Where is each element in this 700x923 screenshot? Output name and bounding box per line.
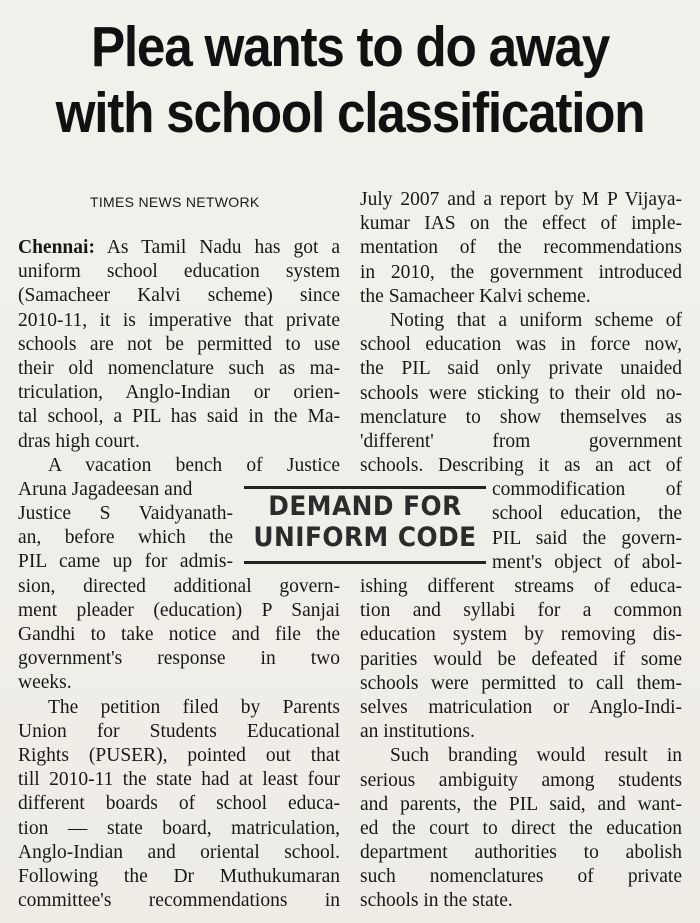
body-line: PIL said the govern- [492, 527, 682, 549]
body-line: such nomenclatures of private [360, 866, 682, 888]
body-line: schools in the state. [360, 890, 513, 912]
body-line: Chennai: As Tamil Nadu has got a [18, 237, 340, 258]
pull-quote-line-1: DEMAND FOR [268, 491, 462, 522]
body-line: an, before which the [18, 527, 233, 549]
body-line: Justice S Vaidyanath- [18, 503, 233, 525]
body-line: (Samacheer Kalvi scheme) since [18, 285, 340, 307]
body-line: education system by removing dis- [360, 624, 682, 646]
body-line: tion — state board, matriculation, [18, 817, 340, 839]
body-line: 'different' from government [360, 430, 682, 452]
body-line: mentation of the recommendations [360, 237, 682, 259]
pull-quote [240, 478, 490, 568]
body-line: in 2010, the government introduced [360, 261, 682, 283]
body-line: triculation, Anglo-Indian or orien- [18, 382, 340, 404]
pull-quote-bottom-rule [244, 561, 486, 564]
body-line: an institutions. [360, 721, 475, 743]
body-line: committee's recommendations in [18, 890, 340, 912]
dateline: Chennai: [18, 237, 95, 258]
article-column-left [18, 236, 340, 913]
body-line: weeks. [18, 672, 72, 694]
headline-line-2: with school classification [55, 81, 645, 145]
body-line: 2010-11, it is imperative that private [18, 309, 340, 331]
body-line: ment pleader (education) P Sanjai [18, 599, 340, 621]
body-line: till 2010-11 the state had at least four [18, 769, 340, 791]
pull-quote-top-rule [244, 486, 486, 489]
body-line: department authorities to abolish [360, 842, 682, 864]
body-line: sion, directed additional govern- [18, 575, 340, 597]
body-line: different boards of school educa- [18, 793, 340, 815]
body-line: tal school, a PIL has said in the Ma- [18, 406, 340, 428]
body-line: Aruna Jagadeesan and [18, 478, 193, 500]
body-line: commodification of [492, 479, 682, 501]
body-line: the Samacheer Kalvi scheme. [360, 285, 591, 307]
body-line: and parents, the PIL said, and want- [360, 793, 682, 815]
body-line: ed the court to direct the education [360, 817, 682, 839]
body-line: Following the Dr Muthukumaran [18, 865, 340, 887]
body-line: Rights (PUSER), pointed out that [18, 744, 340, 766]
body-line: schools are not be permitted to use [18, 333, 340, 355]
body-line: their old nomenclature such as ma- [18, 357, 340, 379]
body-line: government's response in two [18, 648, 340, 670]
body-line: PIL came up for admis- [18, 551, 233, 573]
body-line: Gandhi to take notice and file the [18, 624, 340, 645]
headline-line-1: Plea wants to do away [90, 15, 610, 79]
body-line: Anglo-Indian and oriental school. [18, 841, 340, 863]
body-line: tion and syllabi for a common [360, 600, 682, 622]
body-line: A vacation bench of Justice [48, 454, 340, 476]
body-line: school education, the [492, 503, 682, 525]
body-line: ishing different streams of educa- [360, 576, 682, 597]
body-line: The petition filed by Parents [48, 696, 340, 718]
body-line: selves matriculation or Anglo-Indi- [360, 696, 682, 718]
body-line: menclature to show themselves as [360, 406, 682, 428]
body-line: parities would be defeated if some [360, 648, 682, 670]
body-line: the PIL said only private unaided [360, 358, 682, 380]
body-line: Such branding would result in [390, 745, 682, 767]
body-line: dras high court. [18, 430, 140, 452]
body-line: Noting that a uniform scheme of [390, 309, 682, 331]
body-line: school education was in force now, [360, 334, 682, 356]
body-line: schools were sticking to their old no- [360, 382, 682, 404]
body-line: ment's object of abol- [492, 551, 682, 573]
body-line: schools. Describing it as an act of [360, 455, 682, 477]
body-line: Union for Students Educational [18, 720, 340, 742]
pull-quote-line-2: UNIFORM CODE [253, 522, 477, 553]
body-line: kumar IAS on the effect of imple- [360, 213, 682, 235]
body-line: July 2007 and a report by M P Vijaya- [360, 189, 682, 210]
body-line: uniform school education system [18, 261, 340, 283]
body-line: serious ambiguity among students [360, 769, 682, 791]
headline [35, 14, 665, 146]
byline: TIMES NEWS NETWORK [90, 194, 260, 210]
body-line: schools were permitted to call them- [360, 672, 682, 694]
